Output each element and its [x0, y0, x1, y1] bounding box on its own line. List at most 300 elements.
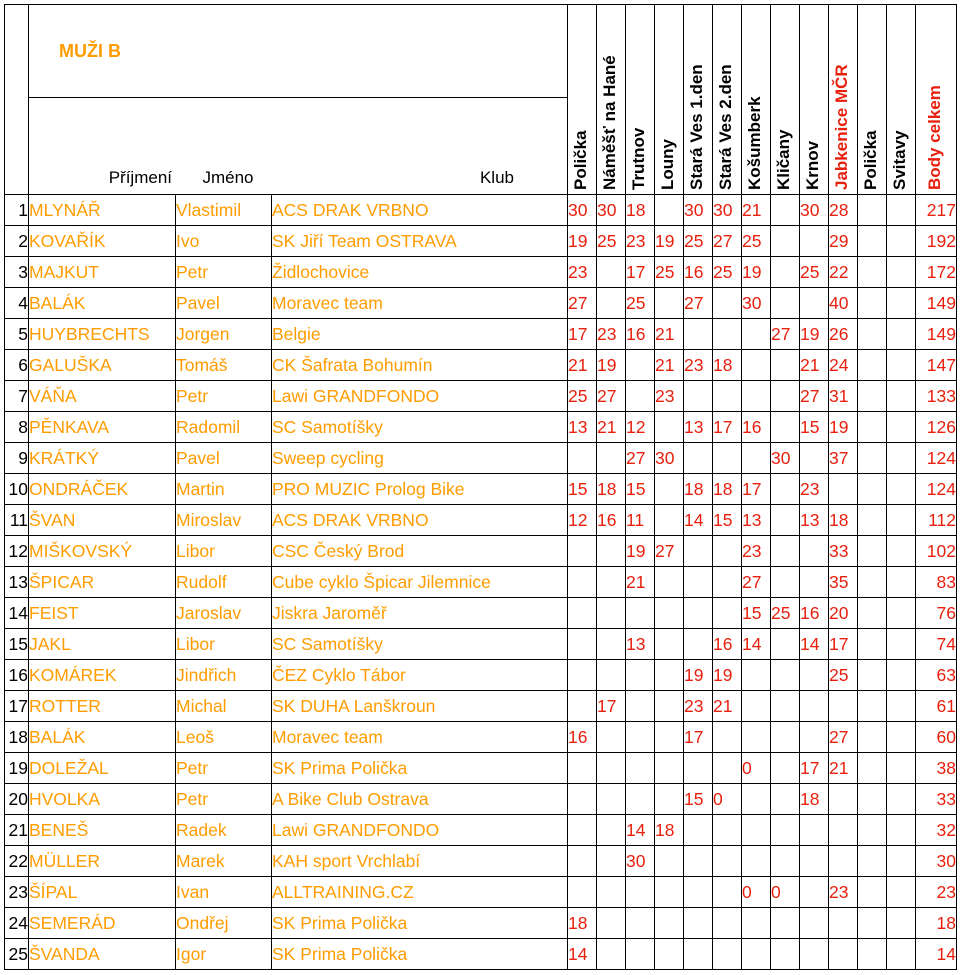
race-header-svitavy: Svitavy	[887, 5, 916, 195]
points-cell	[626, 381, 655, 412]
points-cell: 13	[626, 629, 655, 660]
first-name-cell: Pavel	[176, 443, 272, 474]
table-row	[5, 536, 957, 567]
points-cell	[684, 815, 713, 846]
points-cell	[887, 598, 916, 629]
points-cell	[858, 784, 887, 815]
points-cell: 18	[829, 505, 858, 536]
points-cell	[742, 939, 771, 970]
points-cell: 19	[829, 412, 858, 443]
first-name-cell: Radomil	[176, 412, 272, 443]
total-cell: 76	[916, 598, 957, 629]
points-cell: 30	[626, 846, 655, 877]
points-cell	[887, 505, 916, 536]
points-cell: 22	[829, 257, 858, 288]
points-cell: 27	[626, 443, 655, 474]
table-row	[5, 691, 957, 722]
total-cell: 61	[916, 691, 957, 722]
race-header-trutnov: Trutnov	[626, 5, 655, 195]
club-cell: Moravec team	[272, 722, 568, 753]
rank-cell: 4	[5, 288, 29, 319]
surname-cell: BENEŠ	[29, 815, 176, 846]
total-cell: 217	[916, 195, 957, 226]
points-cell	[684, 567, 713, 598]
points-cell	[597, 846, 626, 877]
table-row	[5, 908, 957, 939]
points-cell	[684, 381, 713, 412]
points-cell	[887, 722, 916, 753]
table-row	[5, 939, 957, 970]
total-cell: 124	[916, 443, 957, 474]
rank-cell: 16	[5, 660, 29, 691]
points-cell	[655, 784, 684, 815]
race-header-namest: Náměšť na Hané	[597, 5, 626, 195]
points-cell: 25	[800, 257, 829, 288]
first-name-cell: Tomáš	[176, 350, 272, 381]
points-cell	[626, 598, 655, 629]
points-cell	[684, 629, 713, 660]
first-name-cell: Ivo	[176, 226, 272, 257]
points-cell	[771, 722, 800, 753]
points-cell: 18	[568, 908, 597, 939]
points-cell: 23	[655, 381, 684, 412]
points-cell	[597, 784, 626, 815]
points-cell	[858, 288, 887, 319]
points-cell: 11	[626, 505, 655, 536]
points-cell	[800, 691, 829, 722]
club-cell: Moravec team	[272, 288, 568, 319]
points-cell: 21	[829, 753, 858, 784]
rank-header	[5, 5, 29, 195]
rank-cell: 1	[5, 195, 29, 226]
points-cell	[800, 226, 829, 257]
points-cell	[626, 939, 655, 970]
first-name-cell: Marek	[176, 846, 272, 877]
surname-cell: MÜLLER	[29, 846, 176, 877]
points-cell	[829, 908, 858, 939]
points-cell	[858, 629, 887, 660]
points-cell	[771, 536, 800, 567]
surname-cell: ŠVAN	[29, 505, 176, 536]
points-cell	[858, 598, 887, 629]
first-name-cell: Libor	[176, 629, 272, 660]
points-cell: 24	[829, 350, 858, 381]
points-cell	[742, 846, 771, 877]
club-cell: Cube cyklo Špicar Jilemnice	[272, 567, 568, 598]
points-cell	[597, 877, 626, 908]
points-cell: 18	[800, 784, 829, 815]
points-cell	[858, 877, 887, 908]
points-cell	[742, 722, 771, 753]
points-cell	[568, 443, 597, 474]
points-cell	[771, 381, 800, 412]
points-cell	[771, 257, 800, 288]
results-table	[4, 4, 957, 970]
points-cell	[713, 443, 742, 474]
points-cell: 17	[684, 722, 713, 753]
rank-cell: 22	[5, 846, 29, 877]
points-cell: 19	[568, 226, 597, 257]
points-cell	[887, 536, 916, 567]
points-cell	[887, 784, 916, 815]
points-cell	[887, 629, 916, 660]
first-name-cell: Libor	[176, 536, 272, 567]
points-cell	[887, 877, 916, 908]
points-cell	[713, 319, 742, 350]
points-cell	[684, 536, 713, 567]
first-name-cell: Pavel	[176, 288, 272, 319]
points-cell	[597, 598, 626, 629]
first-name-cell: Radek	[176, 815, 272, 846]
rank-cell: 13	[5, 567, 29, 598]
points-cell	[887, 350, 916, 381]
rank-cell: 10	[5, 474, 29, 505]
points-cell	[742, 660, 771, 691]
results-body	[5, 195, 957, 970]
points-cell	[771, 567, 800, 598]
points-cell: 23	[684, 691, 713, 722]
points-cell: 15	[684, 784, 713, 815]
points-cell	[684, 753, 713, 784]
points-cell	[771, 784, 800, 815]
points-cell: 15	[568, 474, 597, 505]
points-cell: 19	[626, 536, 655, 567]
points-cell: 19	[800, 319, 829, 350]
surname-cell: ŠÍPAL	[29, 877, 176, 908]
club-cell: Sweep cycling	[272, 443, 568, 474]
points-cell: 30	[742, 288, 771, 319]
points-cell: 25	[713, 257, 742, 288]
points-cell: 18	[713, 474, 742, 505]
points-cell	[713, 567, 742, 598]
points-cell	[858, 567, 887, 598]
points-cell	[655, 195, 684, 226]
first-name-cell: Igor	[176, 939, 272, 970]
points-cell	[655, 567, 684, 598]
points-cell	[626, 908, 655, 939]
points-cell: 25	[655, 257, 684, 288]
points-cell	[568, 815, 597, 846]
total-cell: 23	[916, 877, 957, 908]
points-cell	[858, 505, 887, 536]
surname-cell: MAJKUT	[29, 257, 176, 288]
surname-cell: GALUŠKA	[29, 350, 176, 381]
club-cell: SK Prima Polička	[272, 753, 568, 784]
points-cell	[684, 846, 713, 877]
race-header-stara-ves-2: Stará Ves 2.den	[713, 5, 742, 195]
points-cell: 25	[568, 381, 597, 412]
points-cell	[800, 567, 829, 598]
rank-cell: 20	[5, 784, 29, 815]
points-cell: 17	[568, 319, 597, 350]
table-row	[5, 288, 957, 319]
table-row	[5, 319, 957, 350]
points-cell	[568, 691, 597, 722]
first-name-cell: Jorgen	[176, 319, 272, 350]
table-row	[5, 567, 957, 598]
points-cell	[771, 412, 800, 443]
points-cell	[655, 598, 684, 629]
points-cell: 17	[742, 474, 771, 505]
points-cell	[684, 908, 713, 939]
points-cell: 30	[684, 195, 713, 226]
points-cell	[800, 288, 829, 319]
table-row	[5, 505, 957, 536]
rank-cell: 9	[5, 443, 29, 474]
points-cell	[800, 939, 829, 970]
points-cell: 27	[568, 288, 597, 319]
points-cell	[858, 939, 887, 970]
points-cell: 13	[568, 412, 597, 443]
club-cell: ACS DRAK VRBNO	[272, 195, 568, 226]
points-cell	[742, 381, 771, 412]
points-cell	[597, 660, 626, 691]
points-cell	[858, 815, 887, 846]
points-cell	[771, 815, 800, 846]
rank-cell: 18	[5, 722, 29, 753]
points-cell: 13	[800, 505, 829, 536]
points-cell	[626, 350, 655, 381]
table-row	[5, 722, 957, 753]
points-cell	[800, 846, 829, 877]
first-name-header: Jméno	[202, 168, 254, 187]
points-cell	[626, 784, 655, 815]
points-cell: 14	[742, 629, 771, 660]
points-cell: 23	[800, 474, 829, 505]
points-cell: 14	[684, 505, 713, 536]
points-cell	[771, 505, 800, 536]
points-cell: 30	[771, 443, 800, 474]
points-cell	[742, 815, 771, 846]
points-cell	[887, 691, 916, 722]
points-cell	[568, 846, 597, 877]
rank-cell: 6	[5, 350, 29, 381]
points-cell: 25	[597, 226, 626, 257]
table-row	[5, 846, 957, 877]
points-cell: 27	[771, 319, 800, 350]
points-cell	[771, 753, 800, 784]
points-cell	[771, 226, 800, 257]
points-cell	[742, 784, 771, 815]
points-cell: 0	[742, 877, 771, 908]
points-cell: 18	[684, 474, 713, 505]
table-row	[5, 784, 957, 815]
points-cell: 13	[742, 505, 771, 536]
points-cell	[858, 443, 887, 474]
total-cell: 60	[916, 722, 957, 753]
rank-cell: 25	[5, 939, 29, 970]
points-cell: 16	[742, 412, 771, 443]
points-cell: 14	[568, 939, 597, 970]
race-header-louny: Louny	[655, 5, 684, 195]
points-cell	[655, 660, 684, 691]
points-cell: 15	[800, 412, 829, 443]
points-cell	[858, 536, 887, 567]
table-row	[5, 753, 957, 784]
table-row	[5, 350, 957, 381]
club-cell: SK Jiří Team OSTRAVA	[272, 226, 568, 257]
points-cell	[887, 815, 916, 846]
total-cell: 63	[916, 660, 957, 691]
points-cell	[713, 846, 742, 877]
first-name-cell: Vlastimil	[176, 195, 272, 226]
points-cell: 14	[626, 815, 655, 846]
points-cell	[771, 691, 800, 722]
points-cell	[771, 660, 800, 691]
points-cell: 30	[713, 195, 742, 226]
points-cell	[887, 226, 916, 257]
surname-cell: ŠPICAR	[29, 567, 176, 598]
points-cell: 28	[829, 195, 858, 226]
points-cell	[597, 443, 626, 474]
first-name-cell: Petr	[176, 381, 272, 412]
points-cell	[655, 629, 684, 660]
points-cell	[626, 877, 655, 908]
total-cell: 18	[916, 908, 957, 939]
total-cell: 30	[916, 846, 957, 877]
first-name-cell: Michal	[176, 691, 272, 722]
points-cell: 0	[742, 753, 771, 784]
points-cell: 27	[800, 381, 829, 412]
points-cell: 20	[829, 598, 858, 629]
points-cell	[655, 877, 684, 908]
points-cell: 17	[800, 753, 829, 784]
surname-cell: JAKL	[29, 629, 176, 660]
points-cell: 0	[771, 877, 800, 908]
points-cell: 27	[713, 226, 742, 257]
club-cell: ALLTRAINING.CZ	[272, 877, 568, 908]
points-cell	[597, 629, 626, 660]
club-cell: SC Samotíšky	[272, 412, 568, 443]
first-name-cell: Martin	[176, 474, 272, 505]
points-cell	[655, 412, 684, 443]
points-cell: 33	[829, 536, 858, 567]
points-cell	[713, 939, 742, 970]
club-cell: Jiskra Jaroměř	[272, 598, 568, 629]
points-cell: 12	[568, 505, 597, 536]
table-row	[5, 443, 957, 474]
points-cell	[713, 877, 742, 908]
points-cell: 16	[626, 319, 655, 350]
race-header-jabkenice: Jabkenice MČR	[829, 5, 858, 195]
first-name-cell: Ondřej	[176, 908, 272, 939]
points-cell	[597, 939, 626, 970]
total-cell: 149	[916, 288, 957, 319]
table-row	[5, 598, 957, 629]
points-cell: 19	[713, 660, 742, 691]
table-row	[5, 877, 957, 908]
points-cell	[713, 908, 742, 939]
total-header: Body celkem	[916, 5, 957, 195]
race-header-policka-2: Polička	[858, 5, 887, 195]
points-cell	[626, 753, 655, 784]
table-row	[5, 412, 957, 443]
total-cell: 192	[916, 226, 957, 257]
points-cell: 21	[597, 412, 626, 443]
points-cell	[597, 567, 626, 598]
points-cell: 21	[626, 567, 655, 598]
points-cell	[887, 567, 916, 598]
points-cell	[800, 908, 829, 939]
points-cell	[597, 908, 626, 939]
points-cell	[684, 939, 713, 970]
surname-cell: KOMÁREK	[29, 660, 176, 691]
points-cell	[887, 257, 916, 288]
points-cell	[887, 753, 916, 784]
first-name-cell: Jindřich	[176, 660, 272, 691]
points-cell: 23	[568, 257, 597, 288]
points-cell: 27	[829, 722, 858, 753]
points-cell	[887, 443, 916, 474]
points-cell	[829, 784, 858, 815]
club-header: Klub	[479, 168, 514, 187]
club-cell: CSC Český Brod	[272, 536, 568, 567]
points-cell	[568, 877, 597, 908]
first-name-cell: Ivan	[176, 877, 272, 908]
points-cell	[626, 660, 655, 691]
points-cell	[887, 660, 916, 691]
total-cell: 32	[916, 815, 957, 846]
points-cell	[568, 598, 597, 629]
points-cell: 27	[742, 567, 771, 598]
first-name-cell: Petr	[176, 753, 272, 784]
points-cell	[742, 350, 771, 381]
points-cell	[568, 784, 597, 815]
surname-cell: KOVAŘÍK	[29, 226, 176, 257]
table-row	[5, 660, 957, 691]
points-cell	[597, 536, 626, 567]
points-cell	[655, 288, 684, 319]
points-cell: 19	[742, 257, 771, 288]
points-cell: 18	[713, 350, 742, 381]
points-cell	[568, 660, 597, 691]
points-cell	[858, 226, 887, 257]
points-cell	[858, 908, 887, 939]
points-cell	[655, 474, 684, 505]
first-name-cell: Leoš	[176, 722, 272, 753]
points-cell: 23	[684, 350, 713, 381]
points-cell	[800, 536, 829, 567]
rank-cell: 5	[5, 319, 29, 350]
surname-cell: HVOLKA	[29, 784, 176, 815]
surname-cell: DOLEŽAL	[29, 753, 176, 784]
surname-cell: VÁŇA	[29, 381, 176, 412]
points-cell: 27	[655, 536, 684, 567]
points-cell	[684, 443, 713, 474]
points-cell: 35	[829, 567, 858, 598]
points-cell: 17	[829, 629, 858, 660]
points-cell	[655, 722, 684, 753]
points-cell	[771, 939, 800, 970]
points-cell	[597, 257, 626, 288]
points-cell: 17	[713, 412, 742, 443]
points-cell	[771, 195, 800, 226]
rank-cell: 15	[5, 629, 29, 660]
rank-cell: 24	[5, 908, 29, 939]
table-row	[5, 257, 957, 288]
points-cell	[771, 288, 800, 319]
points-cell	[800, 722, 829, 753]
points-cell: 40	[829, 288, 858, 319]
club-cell: CK Šafrata Bohumín	[272, 350, 568, 381]
table-row	[5, 381, 957, 412]
club-cell: Židlochovice	[272, 257, 568, 288]
total-cell: 112	[916, 505, 957, 536]
total-cell: 126	[916, 412, 957, 443]
total-cell: 83	[916, 567, 957, 598]
total-cell: 14	[916, 939, 957, 970]
points-cell: 30	[800, 195, 829, 226]
